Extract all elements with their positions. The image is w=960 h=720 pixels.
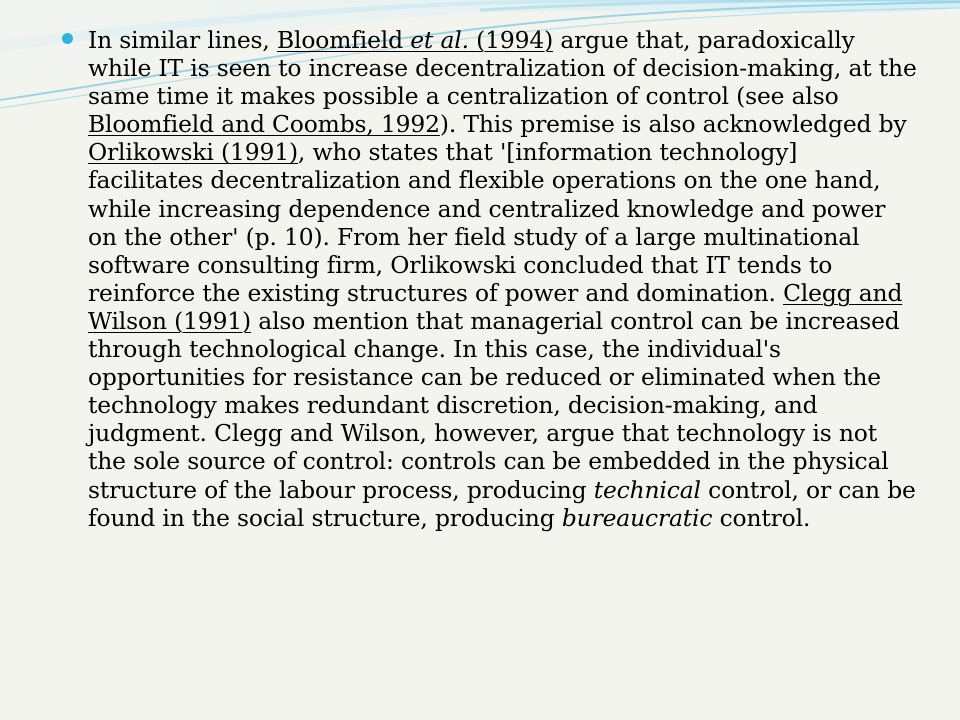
text-segment: ). This premise is also acknowledged by bbox=[439, 110, 907, 139]
citation-bloomfield-1994 bbox=[277, 26, 553, 54]
body-paragraph bbox=[88, 26, 918, 532]
bullet-icon bbox=[62, 33, 73, 44]
citation-clegg-wilson-1991: Clegg and Wilson (1991) bbox=[88, 278, 903, 335]
citation-year: (1994) bbox=[468, 26, 554, 54]
emphasis-bureaucratic: bureaucratic bbox=[561, 503, 713, 532]
citation-bloomfield-coombs-1992: Bloomfield and Coombs, 1992 bbox=[88, 110, 440, 139]
text-segment: control. bbox=[712, 503, 811, 532]
citation-orlikowski-1991: Orlikowski (1991) bbox=[88, 138, 298, 167]
text-segment: In similar lines, bbox=[88, 26, 277, 54]
text-segment: argue that, paradoxically while IT is seen to increase decentralization of decision-making, at the same time it makes possible a centralization of control (see also bbox=[88, 26, 917, 111]
citation-author: Bloomfield bbox=[276, 26, 411, 54]
text-segment: , who states that '[information technology] facilitates decentralization and flexible operations on the one hand, while increasing dependence and centralized knowledge and power on the other' (p. 10). From her field study of a large multinational software consulting firm, Orlikowski concluded that IT tends to reinforce the existing structures of power and domination. bbox=[88, 138, 886, 307]
text-segment: also mention that managerial control can be increased through technological change. In this case, the individual's opportunities for resistance can be reduced or eliminated when the technology makes redundant discretion, decision-making, and judgment. Clegg and Wilson, however, argue that technology is not the sole source of control: controls can be embedded in the physical structure of the labour process, producing bbox=[88, 306, 900, 504]
citation-etal: et al. bbox=[410, 26, 469, 54]
text-segment: control, or can be found in the social structure, producing bbox=[88, 475, 916, 532]
emphasis-technical: technical bbox=[593, 475, 701, 504]
